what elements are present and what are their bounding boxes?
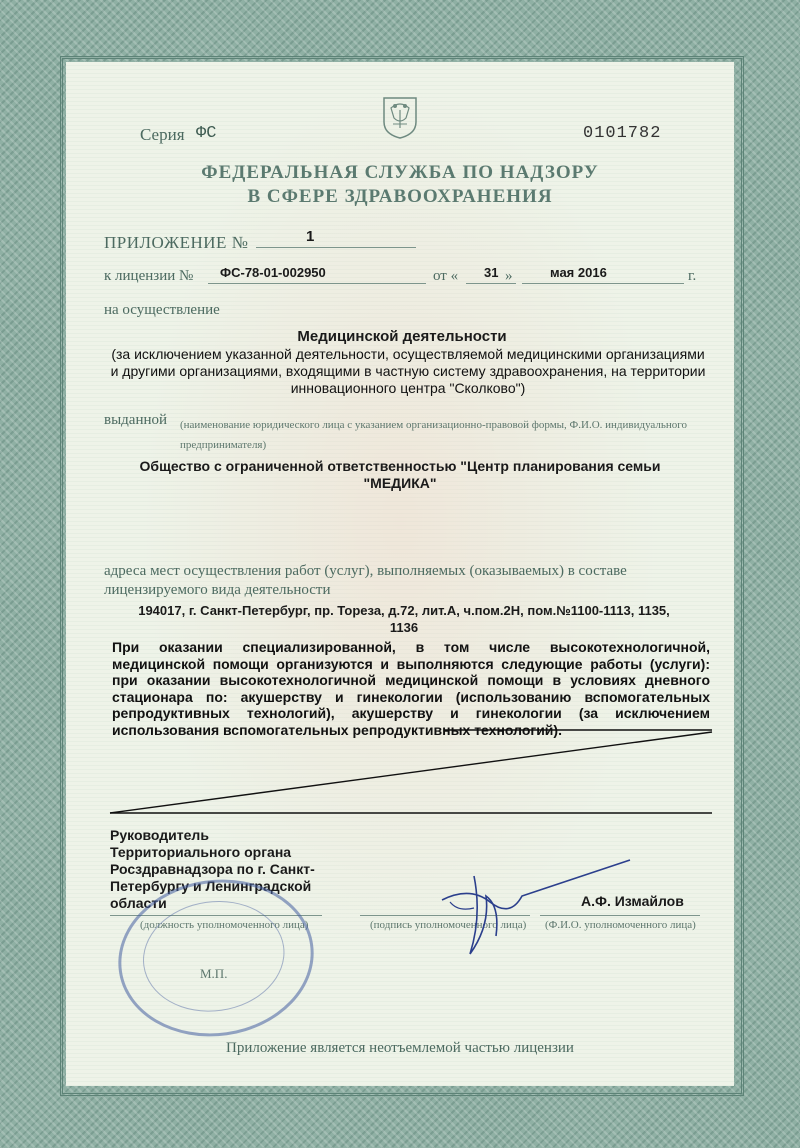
- series-label: Серия: [140, 125, 185, 144]
- series-value: ФС: [196, 124, 217, 143]
- title-line-2: В СФЕРЕ ЗДРАВООХРАНЕНИЯ: [247, 186, 553, 207]
- organization-line-2: "МЕДИКА": [363, 475, 437, 491]
- address-value-line-1: 194017, г. Санкт-Петербург, пр. Тореза, д.72, лит.А, ч.пом.2Н, пом.№1100-1113, 1135,: [138, 603, 670, 618]
- signatory-position-line-3: Росздравнадзора по г. Санкт-: [110, 861, 315, 877]
- activity-title: Медицинской деятельности: [297, 328, 507, 345]
- license-year-suffix: г.: [688, 268, 697, 284]
- signatory-position-line-5: области: [110, 895, 167, 911]
- license-from-label: от «: [433, 268, 459, 284]
- signatory-position-line-4: Петербургу и Ленинградской: [110, 878, 312, 894]
- license-day-close: »: [505, 268, 513, 284]
- services-text: При оказании специализированной, в том числе высокотехнологичной, медицинской помощи организуются и выполняются следующие работы (услуги): при оказании высокотехнологичной медицинской помощи в условиях дневного стационара по: акушерству и гинекологии (использованию вспомогательных репродуктивных технологий), акушерству и гинекологии (за исключением использования вспомогательных репродуктивных технологий).: [112, 639, 710, 738]
- license-month-year: мая 2016: [550, 265, 607, 280]
- issued-label: выданной: [104, 412, 168, 428]
- address-label-line-2: лицензируемого вида деятельности: [104, 582, 331, 598]
- name-hint: (Ф.И.О. уполномоченного лица): [545, 919, 696, 931]
- activity-label: на осуществление: [104, 302, 220, 318]
- address-label-line-1: адреса мест осуществления работ (услуг), выполняемых (оказываемых) в составе: [104, 563, 627, 579]
- organization-line-1: Общество с ограниченной ответственностью "Центр планирования семьи: [139, 458, 661, 474]
- handwritten-signature-icon: [430, 856, 670, 966]
- signature-hint: (подпись уполномоченного лица): [370, 919, 527, 931]
- license-day: 31: [484, 265, 499, 280]
- position-hint: (должность уполномоченного лица): [140, 919, 309, 931]
- signatory-position-line-1: Руководитель: [110, 827, 209, 843]
- title-line-1: ФЕДЕРАЛЬНАЯ СЛУЖБА ПО НАДЗОРУ: [201, 162, 599, 183]
- signatory-name: А.Ф. Измайлов: [581, 893, 684, 909]
- address-value-line-2: 1136: [389, 620, 419, 635]
- form-number: 0101782: [583, 124, 662, 143]
- license-number: ФС-78-01-002950: [220, 265, 326, 280]
- appendix-number: 1: [306, 228, 315, 245]
- activity-note: (за исключением указанной деятельности, осуществляемой медицинскими организациями и другими организациями, входящими в частную систему здравоохранения, на территории инновационного центра "Сколково"): [110, 346, 706, 396]
- issued-hint: (наименование юридического лица с указанием организационно-правовой формы, Ф.И.О. индивидуального предпринимателя): [180, 419, 688, 451]
- footer-note: Приложение является неотъемлемой частью лицензии: [226, 1040, 574, 1056]
- signatory-position-line-2: Территориального органа: [110, 844, 292, 860]
- license-label: к лицензии №: [104, 268, 194, 284]
- mp-label: М.П.: [200, 966, 228, 981]
- appendix-label: ПРИЛОЖЕНИЕ №: [104, 233, 249, 252]
